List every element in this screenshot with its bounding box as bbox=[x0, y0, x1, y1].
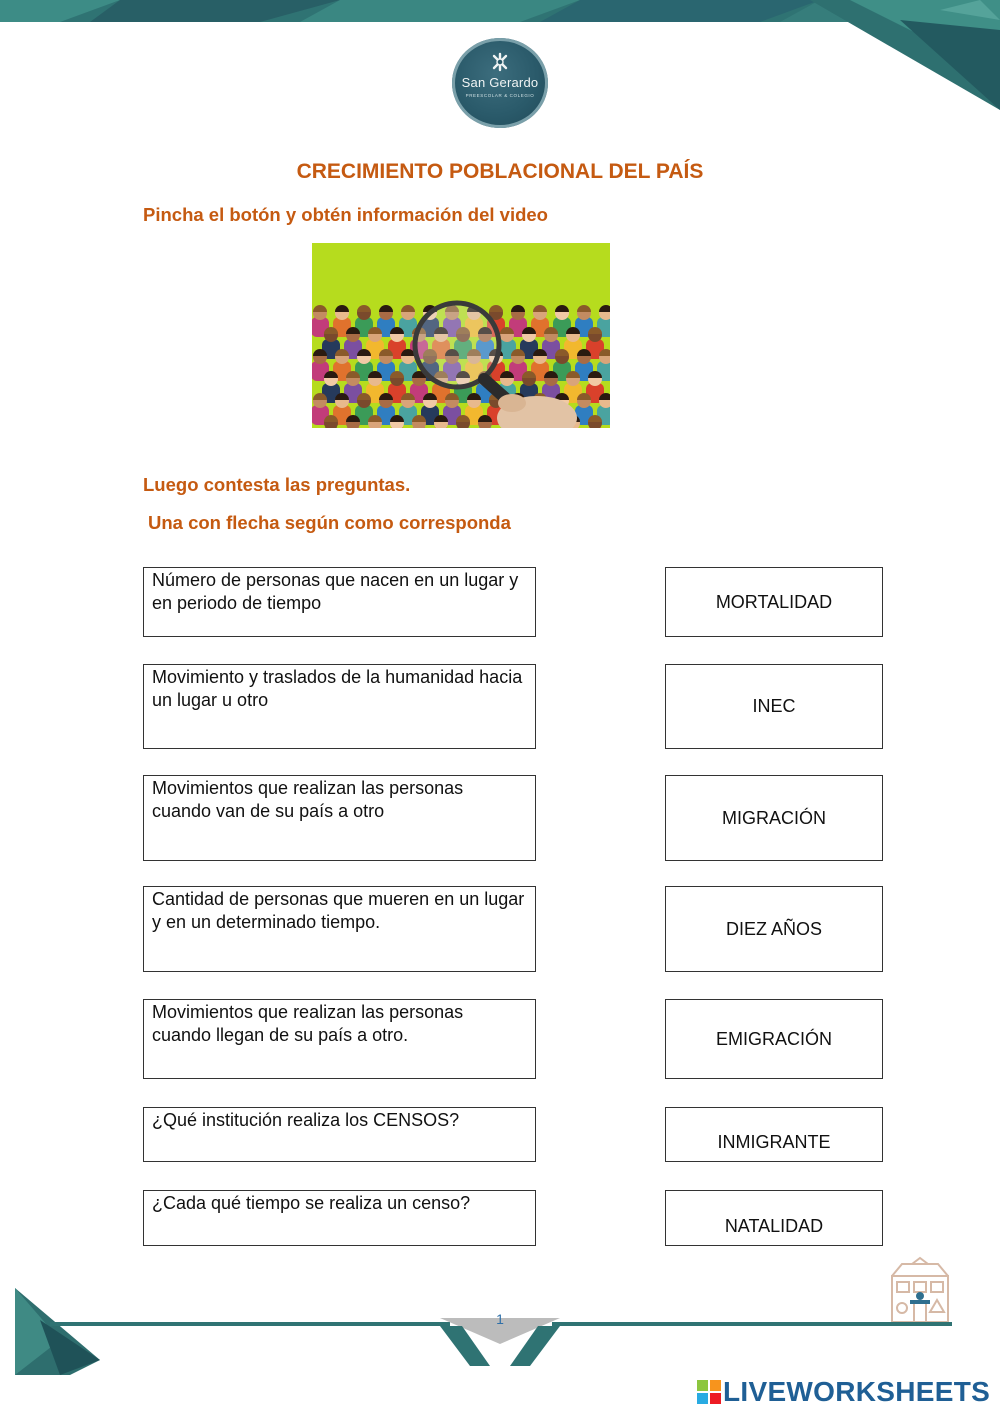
question-box-4[interactable]: Cantidad de personas que mueren en un lugar y en un determinado tiempo. bbox=[143, 886, 536, 972]
page-number: 1 bbox=[496, 1311, 504, 1327]
liveworksheets-brand: LIVEWORKSHEETS bbox=[723, 1376, 991, 1407]
answer-box-2[interactable]: INEC bbox=[665, 664, 883, 749]
school-logo bbox=[452, 38, 548, 128]
question-box-1[interactable]: Número de personas que nacen en un lugar y en periodo de tiempo bbox=[143, 567, 536, 637]
question-box-6[interactable]: ¿Qué institución realiza los CENSOS? bbox=[143, 1107, 536, 1162]
question-box-3[interactable]: Movimientos que realizan las personas cuando van de su país a otro bbox=[143, 775, 536, 861]
school-emblem-icon bbox=[490, 52, 510, 72]
liveworksheets-logo-icon bbox=[697, 1380, 721, 1404]
answer-box-7[interactable]: NATALIDAD bbox=[665, 1190, 883, 1246]
answer-box-6[interactable]: INMIGRANTE bbox=[665, 1107, 883, 1162]
answer-box-5[interactable]: EMIGRACIÓN bbox=[665, 999, 883, 1079]
footer-band bbox=[0, 1280, 1000, 1380]
question-box-7[interactable]: ¿Cada qué tiempo se realiza un censo? bbox=[143, 1190, 536, 1246]
match-instruction: Una con flecha según como corresponda bbox=[148, 512, 511, 533]
page-title: CRECIMIENTO POBLACIONAL DEL PAÍS bbox=[296, 160, 704, 183]
answer-box-4[interactable]: DIEZ AÑOS bbox=[665, 886, 883, 972]
questions-instruction: Luego contesta las preguntas. bbox=[143, 474, 411, 495]
logo-subtitle: PREESCOLAR & COLEGIO bbox=[465, 93, 535, 98]
answer-box-3[interactable]: MIGRACIÓN bbox=[665, 775, 883, 861]
crowd-magnifier-image[interactable] bbox=[312, 243, 610, 428]
logo-name: San Gerardo bbox=[461, 75, 539, 90]
corner-decoration bbox=[810, 0, 1000, 110]
video-instruction: Pincha el botón y obtén información del video bbox=[143, 204, 548, 225]
question-box-2[interactable]: Movimiento y traslados de la humanidad hacia un lugar u otro bbox=[143, 664, 536, 749]
answer-box-1[interactable]: MORTALIDAD bbox=[665, 567, 883, 637]
question-box-5[interactable]: Movimientos que realizan las personas cuando llegan de su país a otro. bbox=[143, 999, 536, 1079]
liveworksheets-watermark bbox=[697, 1376, 990, 1408]
